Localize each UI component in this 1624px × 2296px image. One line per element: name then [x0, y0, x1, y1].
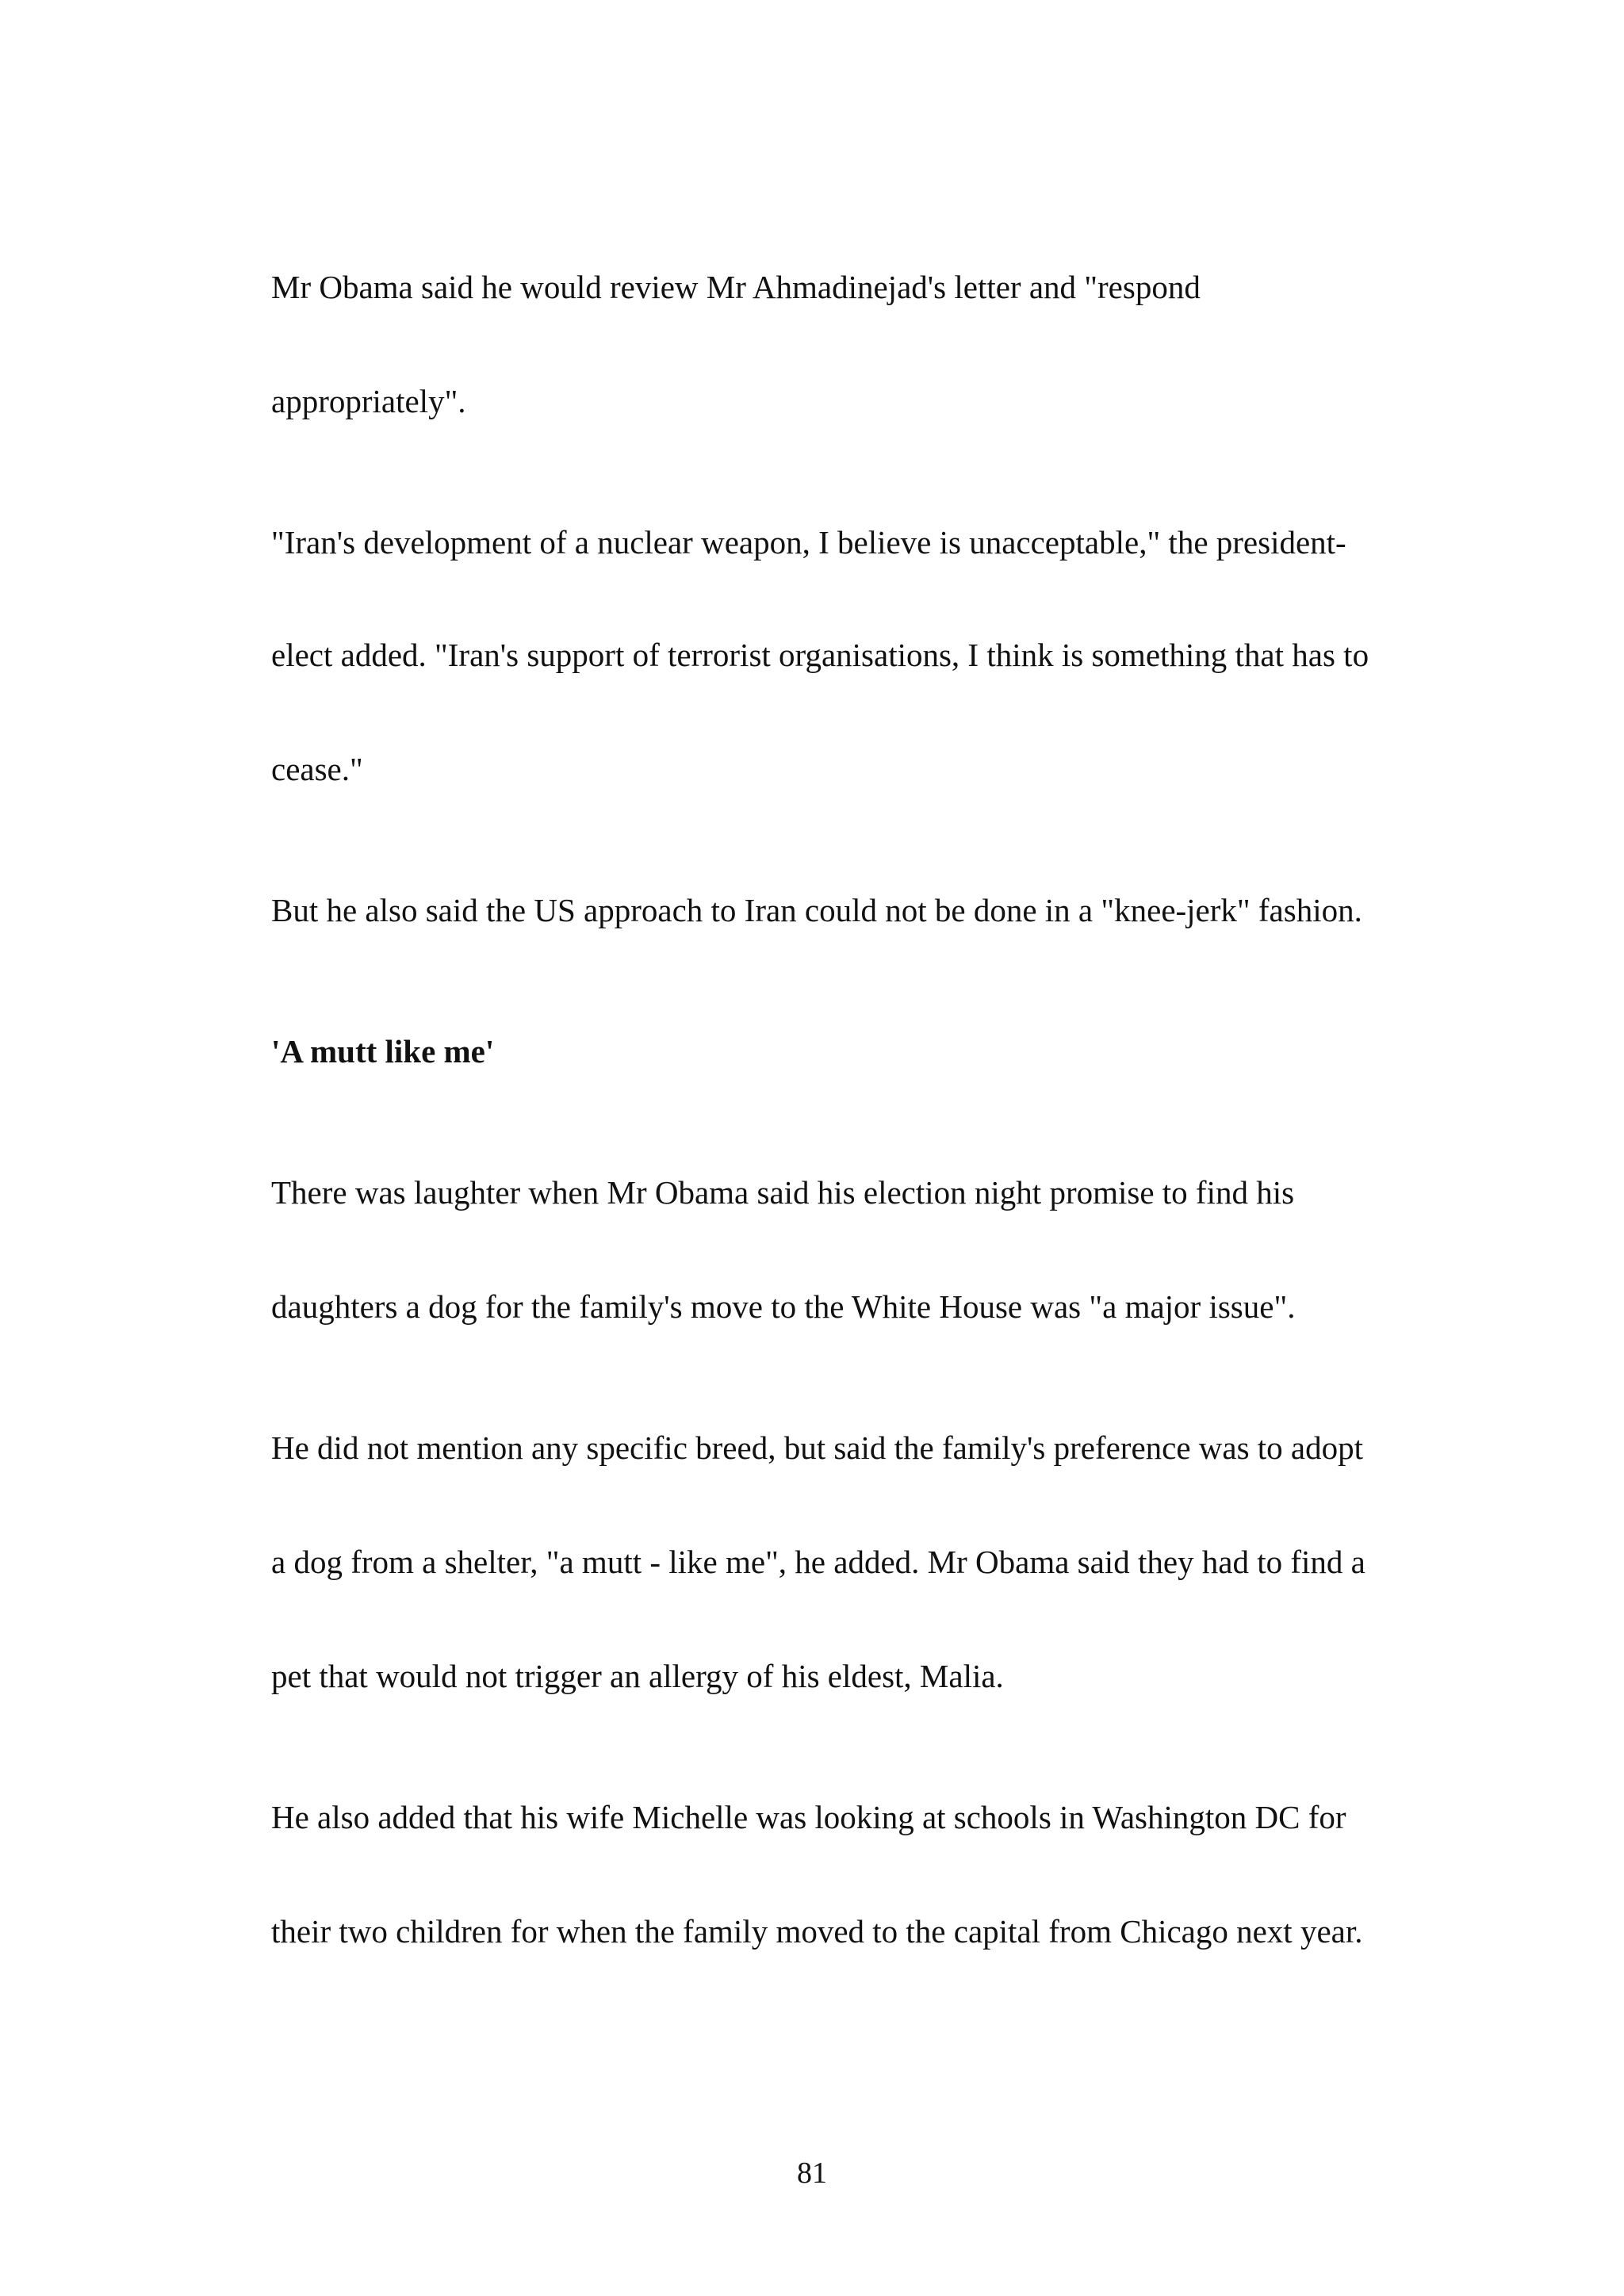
section-heading: 'A mutt like me'	[271, 1033, 495, 1070]
paragraph-2-line-2: elect added. "Iran's support of terrorist organisations, I think is something that has to	[271, 637, 1369, 673]
paragraph-2-line-1: "Iran's development of a nuclear weapon, I believe is unacceptable," the president-	[271, 524, 1346, 561]
paragraph-5-line-2: a dog from a shelter, "a mutt - like me", he added. Mr Obama said they had to find a	[271, 1544, 1365, 1580]
paragraph-2-line-3: cease."	[271, 751, 363, 787]
paragraph-1-line-1: Mr Obama said he would review Mr Ahmadinejad's letter and "respond	[271, 269, 1201, 305]
paragraph-5-line-3: pet that would not trigger an allergy of his eldest, Malia.	[271, 1658, 1004, 1694]
page-number: 81	[797, 2156, 827, 2190]
paragraph-4-line-2: daughters a dog for the family's move to the White House was "a major issue".	[271, 1288, 1296, 1325]
paragraph-4-line-1: There was laughter when Mr Obama said his election night promise to find his	[271, 1174, 1295, 1211]
paragraph-3-line-1: But he also said the US approach to Iran could not be done in a "knee-jerk" fashion.	[271, 892, 1362, 928]
paragraph-1-line-2: appropriately".	[271, 383, 466, 419]
paragraph-5-line-1: He did not mention any specific breed, but said the family's preference was to adopt	[271, 1429, 1364, 1466]
paragraph-6-line-1: He also added that his wife Michelle was looking at schools in Washington DC for	[271, 1799, 1346, 1835]
paragraph-6-line-2: their two children for when the family moved to the capital from Chicago next year.	[271, 1913, 1363, 1950]
